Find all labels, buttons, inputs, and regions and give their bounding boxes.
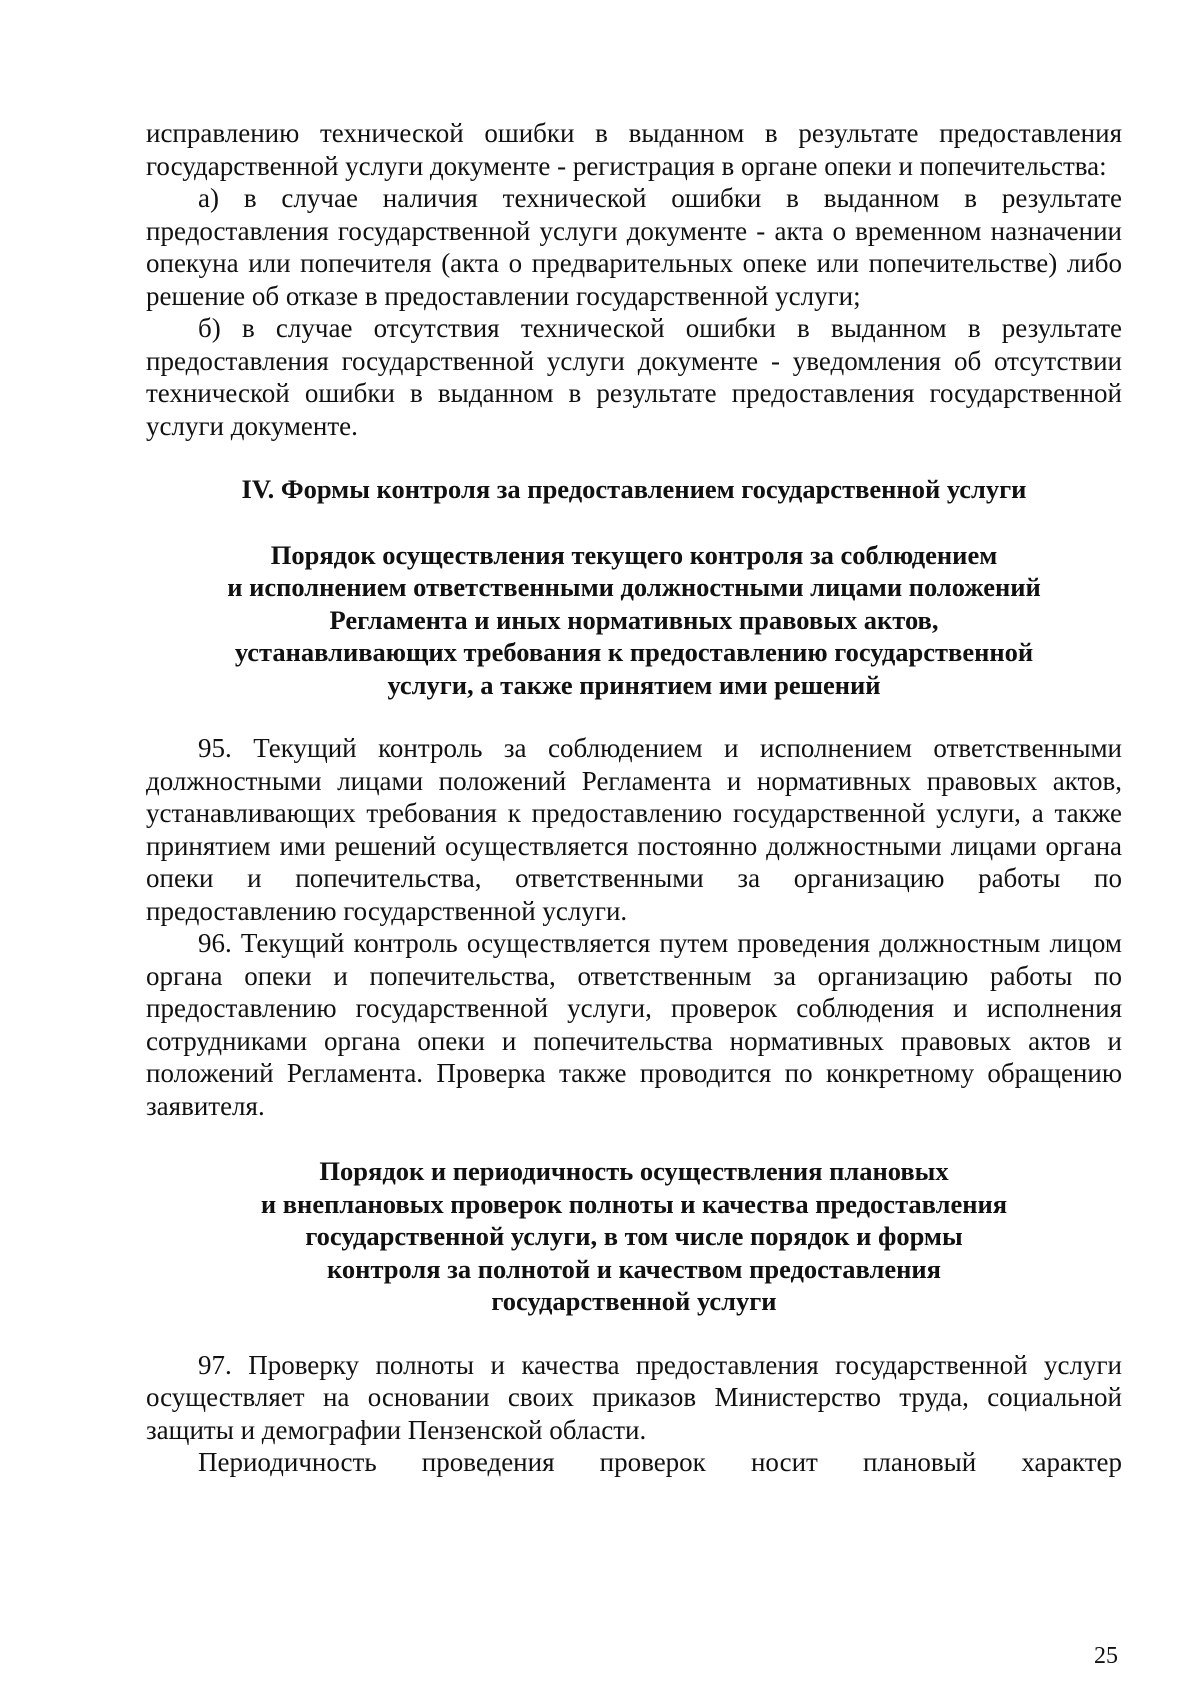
subsection-title-line: государственной услуги, в том числе порядок и формы [305,1221,963,1251]
subsection-title-line: и исполнением ответственными должностными лицами положений [227,572,1041,602]
subsection-title-current-control [146,539,1122,702]
section-title: IV. Формы контроля за предоставлением государственной услуги [241,474,1027,504]
paragraph-96: 96. Текущий контроль осуществляется путем проведения должностным лицом органа опеки и попечительства, ответственным за организацию работы по предоставлению государственной услуги, проверок соблюдения и исполнения сотрудниками органа опеки и попечительства нормативных правовых актов и положений Регламента. Проверка также проводится по конкретному обращению заявителя. [146,928,1122,1121]
subsection-title-line: Регламента и иных нормативных правовых актов, [329,604,939,635]
page-content [146,117,1122,1479]
paragraph-95: 95. Текущий контроль за соблюдением и исполнением ответственными должностными лицами положений Регламента и нормативных правовых актов, устанавливающих требования к предоставлению государственной услуги, а также принятием ими решений осуществляется постоянно должностными лицами органа опеки и попечительства, ответственными за организацию работы по предоставлению государственной услуги. [146,733,1122,926]
subsection-title-line: услуги, а также принятием ими решений [387,669,881,700]
paragraph-periodicity: Периодичность проведения проверок носит плановый характер [198,1447,1122,1477]
paragraph-97: 97. Проверку полноты и качества предоставления государственной услуги осуществляет на основании своих приказов Министерство труда, социальной защиты и демографии Пензенской области. [146,1349,1122,1445]
subsection-title-line: Порядок осуществления текущего контроля за соблюдением [270,539,998,570]
subsection-title-line: Порядок и периодичность осуществления плановых [319,1156,949,1186]
page-number: 25 [1094,1643,1118,1669]
subsection-title-inspections [146,1155,1122,1318]
paragraph-item-b: б) в случае отсутствия технической ошибки в выданном в результате предоставления государственной услуги документе - уведомления об отсутствии технической ошибки в выданном в результате предоставления государственной услуги документе. [146,313,1122,441]
subsection-title-line: государственной услуги [491,1286,777,1316]
subsection-title-line: контроля за полнотой и качеством предоставления [327,1253,941,1284]
subsection-title-line: и внеплановых проверок полноты и качества предоставления [260,1188,1008,1219]
subsection-title-line: устанавливающих требования к предоставлению государственной [234,637,1034,667]
paragraph-continuation: исправлению технической ошибки в выданном в результате предоставления государственной услуги документе - регистрация в органе опеки и попечительства: [146,118,1122,181]
paragraph-item-a: а) в случае наличия технической ошибки в выданном в результате предоставления государственной услуги документе - акта о временном назначении опекуна или попечителя (акта о предварительных опеке или попечительстве) либо решение об отказе в предоставлении государственной услуги; [146,183,1122,311]
